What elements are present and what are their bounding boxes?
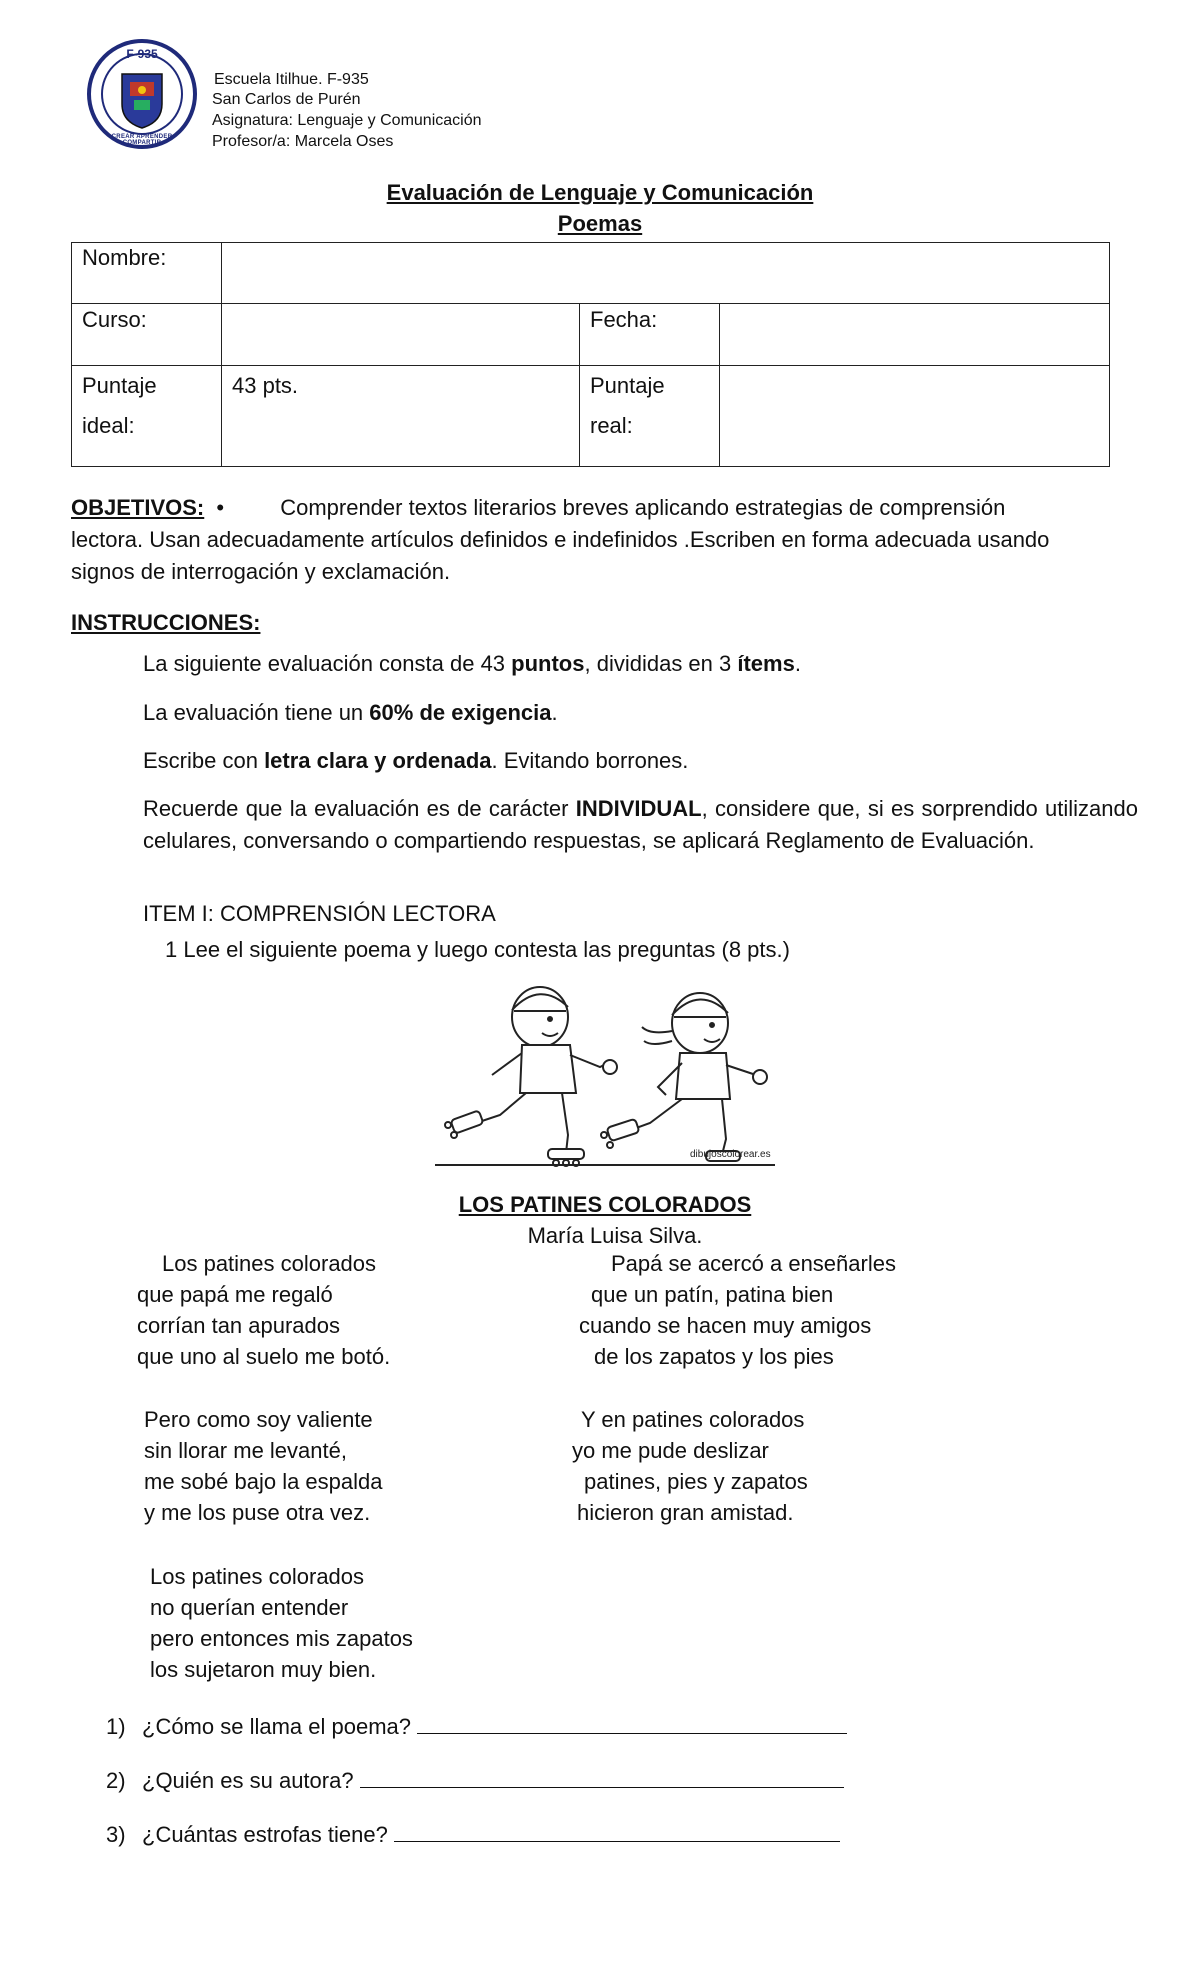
name-label: Nombre: [72,243,222,304]
instruction-3: Escribe con letra clara y ordenada. Evitando borrones. [143,748,689,773]
poem-stanza-4: Y en patines colorados yo me pude deslizar patines, pies y zapatos hicieron gran amistad. [572,1407,808,1525]
subject: Asignatura: Lenguaje y Comunicación [212,112,482,129]
poem-stanza-5: Los patines colorados no querían entender pero entonces mis zapatos los sujetaron muy bien. [150,1564,413,1682]
instructions-label: INSTRUCCIONES: [71,610,261,635]
ideal-score-label: Puntaje ideal: [72,366,222,467]
name-field[interactable] [222,243,1110,304]
question-3: 3) ¿Cuántas estrofas tiene? [106,1821,840,1848]
school-city: San Carlos de Purén [212,91,361,108]
objectives-line2: lectora. Usan adecuadamente artículos definidos e indefinidos .Escriben en forma adecuada usando [71,527,1050,552]
instruction-2: La evaluación tiene un 60% de exigencia. [143,700,558,725]
poem-author: María Luisa Silva. [527,1223,703,1248]
poem-stanza-2: Papá se acercó a enseñarles que un patín, patina bien cuando se hacen muy amigos de los zapatos y los pies [579,1251,896,1369]
answer-3-line[interactable] [394,1821,840,1842]
logo-label: F-935 [126,47,158,61]
logo-motto: CREAR APRENDER COMPARTIR [111,134,173,146]
question-1: 1) ¿Cómo se llama el poema? [106,1713,847,1740]
real-score-label: Puntaje real: [580,366,720,467]
teacher: Profesor/a: Marcela Oses [212,133,394,150]
instruction-1: La siguiente evaluación consta de 43 puntos, divididas en 3 ítems. [143,651,801,676]
poem-stanza-1: Los patines colorados que papá me regaló corrían tan apurados que uno al suelo me botó. [137,1251,391,1369]
date-label: Fecha: [580,304,720,366]
objectives-line3: signos de interrogación y exclamación. [71,559,451,584]
page-subtitle: Poemas [557,211,643,236]
answer-2-line[interactable] [360,1767,844,1788]
illustration-watermark: dibujoscolorear.es [690,1149,771,1160]
boy-figure [445,987,617,1166]
objectives [71,492,1131,588]
item1-instruction: 1 Lee el siguiente poema y luego contesta las preguntas (8 pts.) [165,937,790,962]
school-logo [86,38,198,150]
instruction-4: Recuerde que la evaluación es de carácter INDIVIDUAL, considere que, si es sorprendido utilizando celulares, conversando o compartiendo respuestas, se aplicará Reglamento de Evaluación. [143,796,1138,853]
poem-stanza-3: Pero como soy valiente sin llorar me levanté, me sobé bajo la espalda y me los puse otra vez. [144,1407,383,1525]
objectives-label: OBJETIVOS: [71,495,205,520]
item1-title: ITEM I: COMPRENSIÓN LECTORA [143,901,496,926]
page-title: Evaluación de Lenguaje y Comunicación [386,180,814,205]
course-label: Curso: [72,304,222,366]
objectives-bullet: • [216,495,225,520]
date-field[interactable] [720,304,1110,366]
question-2: 2) ¿Quién es su autora? [106,1767,844,1794]
girl-figure [601,993,767,1161]
skaters-illustration [430,975,790,1171]
course-field[interactable] [222,304,580,366]
school-name: Escuela Itilhue. F-935 [214,71,369,88]
answer-1-line[interactable] [417,1713,847,1734]
ideal-score-value: 43 pts. [222,366,580,467]
real-score-field[interactable] [720,366,1110,467]
student-info-table [71,242,1110,467]
poem-title: LOS PATINES COLORADOS [458,1192,752,1217]
objectives-line1: Comprender textos literarios breves aplicando estrategias de comprensión [280,495,1006,520]
